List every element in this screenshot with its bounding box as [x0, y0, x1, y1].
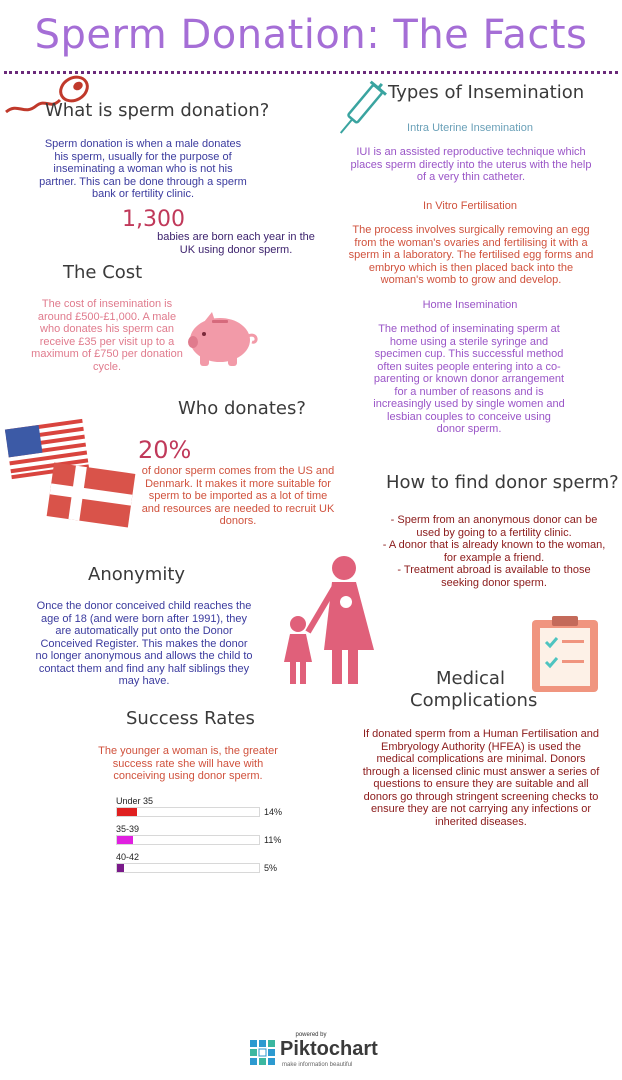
bar-track — [116, 863, 260, 873]
find-heading: How to find donor sperm? — [386, 472, 619, 493]
piktochart-brand: Piktochart — [280, 1038, 378, 1060]
bar-track — [116, 807, 260, 817]
who-number: 20% — [138, 436, 192, 464]
ivf-title: In Vitro Fertilisation — [423, 200, 517, 212]
piggy-bank-icon — [188, 308, 260, 370]
clipboard-icon — [528, 614, 602, 694]
bar-track — [116, 835, 260, 845]
bar-row — [116, 852, 278, 873]
bar-value-label: 14% — [264, 807, 283, 817]
bar — [117, 808, 137, 816]
piktochart-tagline: make information beautiful — [282, 1062, 353, 1068]
bar-value-label: 5% — [264, 863, 278, 873]
who-body: of donor sperm comes from the US and Denmark. It makes it more suitable for sperm to be imported as a lot of time and resources are needed to recruit UK donors. — [141, 465, 335, 527]
bar-label: 35-39 — [116, 824, 140, 834]
bar-label: 40-42 — [116, 852, 140, 862]
cost-heading: The Cost — [63, 262, 143, 283]
babies-number: 1,300 — [122, 207, 185, 232]
mother-child-icon — [270, 554, 380, 688]
find-line-2: - A donor that is already known to the woman, for example a friend. — [382, 539, 606, 564]
bar-label: Under 35 — [116, 796, 154, 806]
types-heading: Types of Insemination — [388, 82, 585, 103]
denmark-flag-icon — [44, 460, 138, 530]
iui-body: IUI is an assisted reproductive technique which places sperm directly into the uterus with the help of a very thin catheter. — [350, 146, 592, 183]
success-heading: Success Rates — [126, 708, 255, 729]
success-body: The younger a woman is, the greater success rate she will have with conceiving using donor sperm. — [98, 745, 278, 782]
find-line-3: - Treatment abroad is available to those seeking donor sperm. — [397, 564, 591, 589]
anonymity-heading: Anonymity — [88, 564, 186, 585]
powered-by: powered by — [295, 1032, 327, 1038]
bar — [117, 836, 133, 844]
iui-title: Intra Uterine Insemination — [407, 122, 533, 134]
medical-heading-line-1: Medical — [436, 668, 505, 689]
bar-value-label: 11% — [264, 835, 282, 845]
anonymity-body: Once the donor conceived child reaches the age of 18 (and were born after 1991), they are automatically put onto the Donor Conceived Register. This makes the donor no longer anonymous and allows the child to contact them and find any half siblings they may have. — [35, 600, 253, 687]
find-line-1: - Sperm from an anonymous donor can be used by going to a fertility clinic. — [390, 514, 598, 539]
bar — [117, 864, 124, 872]
what-body: Sperm donation is when a male donates his sperm, usually for the purpose of inseminating a woman who is not his partner. This can be done through a sperm bank or fertility clinic. — [39, 138, 247, 200]
piktochart-logo-icon — [250, 1040, 276, 1066]
success-rate-chart — [116, 796, 283, 880]
ivf-body: The process involves surgically removing an egg from the woman's ovaries and fertilising it with a sperm in a laboratory. The fertilised egg forms and embryo which is then placed back into the woman's womb to grow and develop. — [348, 224, 594, 286]
medical-heading-line-2: Complications — [410, 690, 538, 711]
page-title: Sperm Donation: The Facts — [34, 12, 588, 58]
home-body: The method of inseminating sperm at home using a sterile syringe and specimen cup. This successful method often suites people entering into a co-parenting or known donor arrangement for a number of reasons and is increasingly used by single women and lesbian couples to conceive using donor sperm. — [373, 323, 565, 435]
medical-body: If donated sperm from a Human Fertilisation and Embryology Authority (HFEA) is used the medical complications are minimal. Donors through a licensed clinic must answer a series of questions to ensure they are suitable and all donors go through stringent screening checks to ensure they are not carrying any infections or inherited diseases. — [362, 728, 600, 828]
bar-row — [116, 796, 283, 817]
home-title: Home Insemination — [422, 299, 518, 311]
cost-body: The cost of insemination is around £500-£1,000. A male who donates his sperm can receive £35 per visit up to a maximum of £750 per donation cycle. — [31, 298, 183, 373]
babies-text: babies are born each year in the UK using donor sperm. — [157, 231, 315, 256]
who-heading: Who donates? — [178, 398, 306, 419]
bar-row — [116, 824, 282, 845]
what-heading: What is sperm donation? — [45, 100, 270, 121]
